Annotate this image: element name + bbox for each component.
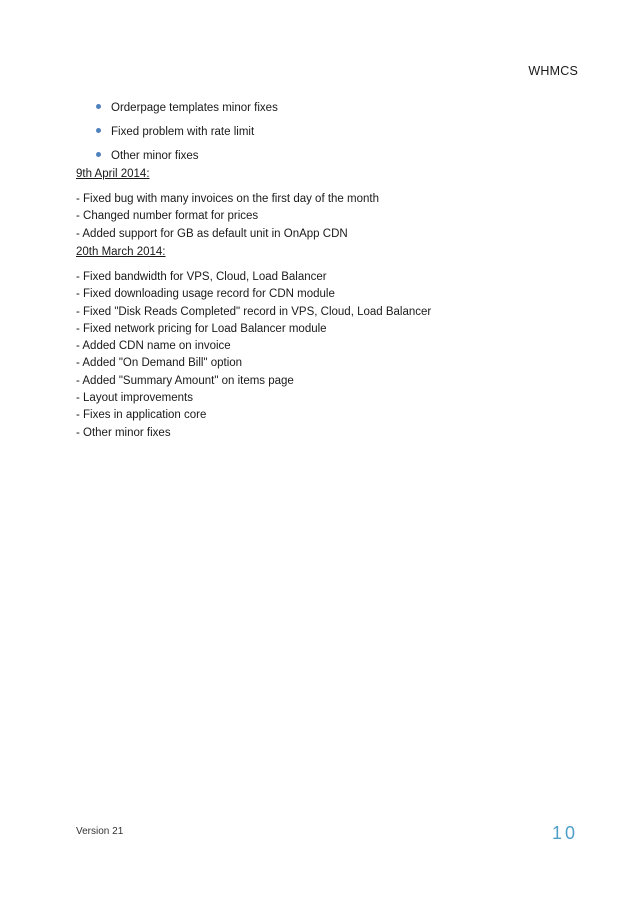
section-heading: 20th March 2014: [76,246,166,258]
changelog-section-march [76,244,431,442]
section-heading: 9th April 2014: [76,168,150,180]
changelog-line: - Added "Summary Amount" on items page [76,374,294,387]
changelog-line: - Other minor fixes [76,426,171,439]
changelog-line: - Fixed bug with many invoices on the first day of the month [76,193,379,205]
footer-version: Version 21 [76,826,124,837]
changelog-line: - Fixed bandwidth for VPS, Cloud, Load Balancer [76,271,327,283]
bullet-item [96,96,278,120]
changelog-line: - Added support for GB as default unit in OnApp CDN [76,227,348,240]
changelog-line: - Added "On Demand Bill" option [76,357,243,370]
bullet-dot-icon [96,152,101,157]
changelog-section-april [76,166,379,243]
changelog-line: - Fixed network pricing for Load Balancer module [76,322,327,335]
changelog-line: - Fixed downloading usage record for CDN module [76,288,335,301]
bullet-dot-icon [96,128,101,133]
bullet-item-text: Other minor fixes [111,150,199,162]
bullet-list [96,96,278,168]
changelog-line: - Added CDN name on invoice [76,340,231,353]
changelog-line: - Fixes in application core [76,409,207,422]
changelog-line: - Fixed "Disk Reads Completed" record in VPS, Cloud, Load Balancer [76,305,432,318]
bullet-item-text: Fixed problem with rate limit [111,126,255,138]
document-header-title: WHMCS [528,64,578,78]
changelog-line: - Changed number format for prices [76,210,259,223]
bullet-dot-icon [96,104,101,109]
bullet-item-text: Orderpage templates minor fixes [111,102,278,114]
changelog-line: - Layout improvements [76,392,193,405]
bullet-item [96,144,278,168]
bullet-item [96,120,278,144]
page-number: 10 [551,823,578,843]
